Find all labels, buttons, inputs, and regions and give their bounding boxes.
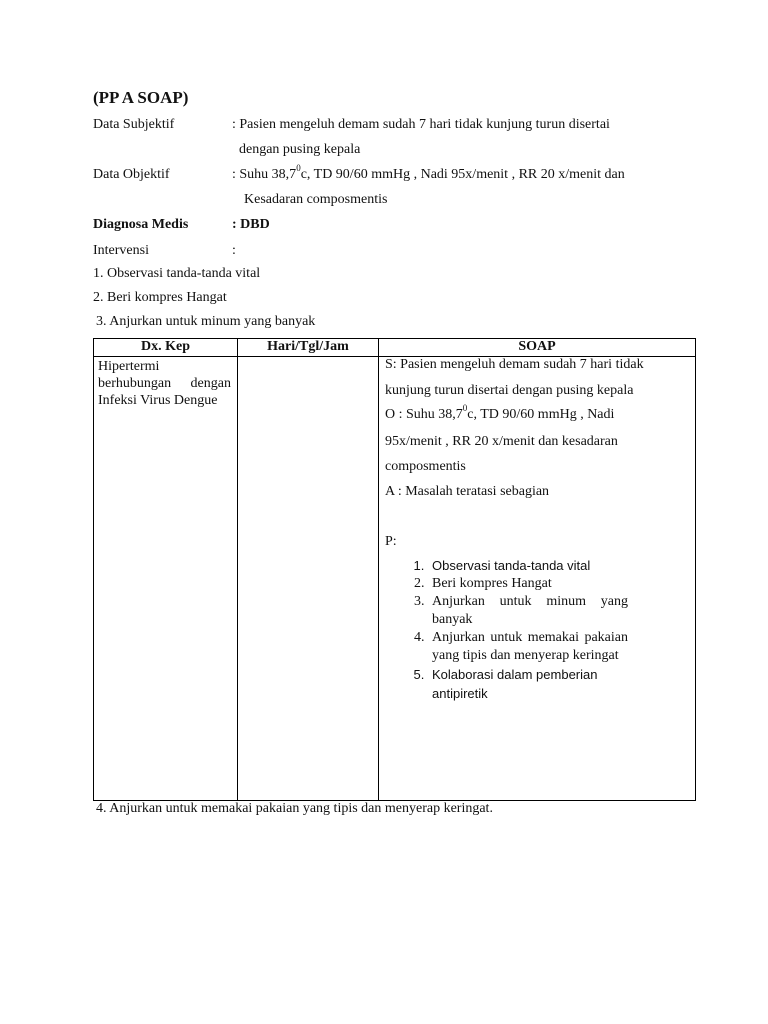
soap-objective [385,403,615,423]
footer-intervention: 4. Anjurkan untuk memakai pakaian yang tipis dan menyerap keringat. [96,801,493,816]
data-subjektif-value: : Pasien mengeluh demam sudah 7 hari tidak kunjung turun disertai [232,117,610,132]
objektif-text-post: c, TD 90/60 mmHg , Nadi 95x/menit , RR 20 x/menit dan [300,167,625,182]
intervention-item: 3. Anjurkan untuk minum yang banyak [96,314,316,329]
soap-table [93,338,696,801]
soap-objective-post: c, TD 90/60 mmHg , Nadi [467,407,615,422]
intervention-item: 1. Observasi tanda-tanda vital [93,266,261,281]
plan-item: 1. Observasi tanda-tanda vital [428,556,628,575]
header-hari-tgl-jam: Hari/Tgl/Jam [238,339,379,357]
page-title: (PP A SOAP) [93,88,189,107]
soap-table-header-row [94,339,696,357]
intervensi-value: : [232,243,236,258]
plan-item: 2. Beri kompres Hangat [428,575,628,593]
dx-kep-cell: Hipertermi berhubungan dengan Infeksi Virus Dengue [94,357,238,801]
soap-subjective: S: Pasien mengeluh demam sudah 7 hari tidak [385,357,644,372]
objektif-text-pre: : Suhu 38,7 [232,167,297,182]
soap-assessment: A : Masalah teratasi sebagian [385,484,550,499]
soap-plan-list [403,556,628,703]
soap-cell [379,357,696,801]
soap-subjective-cont: kunjung turun disertai dengan pusing kepala [385,383,634,398]
intervention-item: 2. Beri kompres Hangat [93,290,227,305]
soap-objective-cont: 95x/menit , RR 20 x/menit dan kesadaran [385,434,618,449]
intervensi-label: Intervensi [93,243,149,258]
hari-tgl-jam-cell [238,357,379,801]
soap-objective-pre: O : Suhu 38,7 [385,407,463,422]
soap-objective-cont: composmentis [385,459,466,474]
header-dx-kep: Dx. Kep [94,339,238,357]
soap-table-row [94,357,696,801]
data-subjektif-value-cont: dengan pusing kepala [239,142,361,157]
plan-item: 5. Kolaborasi dalam pemberian antipiretik [428,665,628,703]
data-objektif-value [232,163,625,183]
plan-item: 4. Anjurkan untuk memakai pakaian yang tipis dan menyerap keringat [428,629,628,665]
diagnosa-medis-label: Diagnosa Medis [93,217,189,232]
data-objektif-value-cont: Kesadaran composmentis [244,192,388,207]
data-objektif-label: Data Objektif [93,167,170,182]
plan-item: 3. Anjurkan untuk minum yang banyak [428,593,628,629]
objektif-degree: 0 [296,163,301,174]
soap-plan-label: P: [385,534,397,549]
diagnosa-medis-value: : DBD [232,217,270,232]
soap-objective-degree: 0 [462,403,468,414]
header-soap: SOAP [379,339,696,357]
data-subjektif-label: Data Subjektif [93,117,175,132]
